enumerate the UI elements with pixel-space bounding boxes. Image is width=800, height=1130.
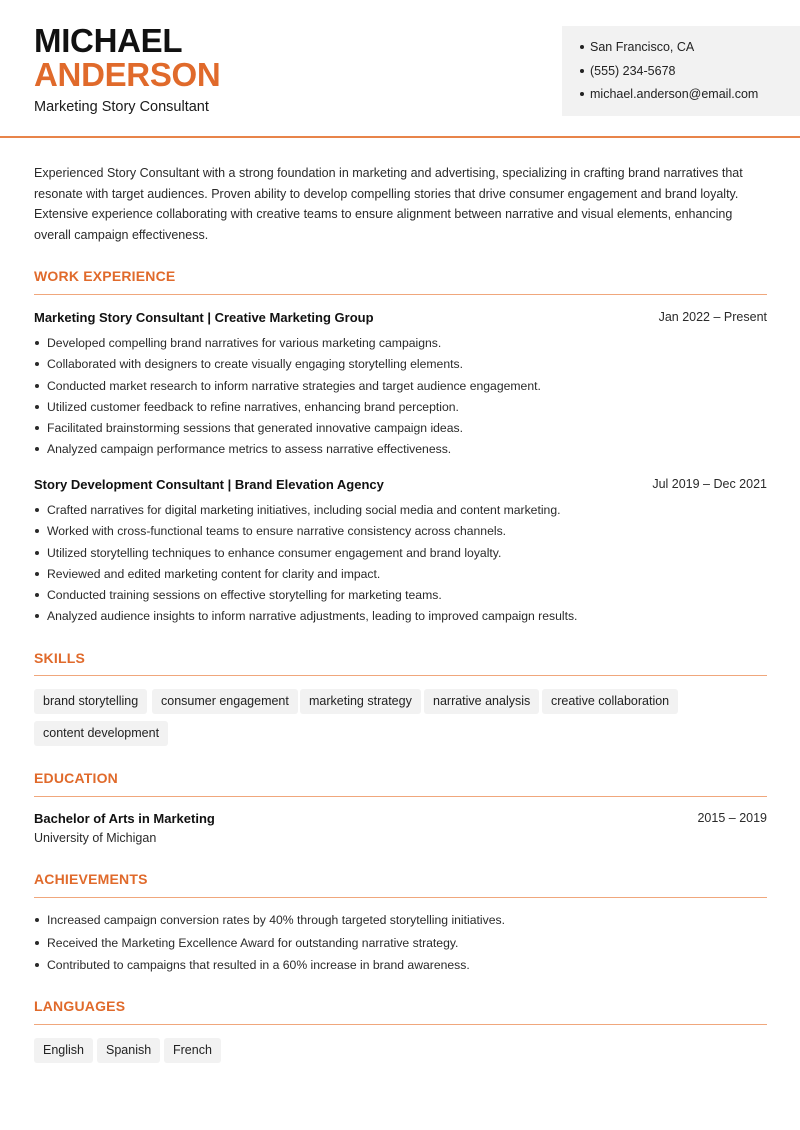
summary-paragraph: Experienced Story Consultant with a strong foundation in marketing and advertising, specializing in crafting brand narratives that resonate with target audiences. Proven ability to develop compelling stories that drive consumer engagement and brand loyalty. Extensive experience collaborating with creative teams to ensure alignment between narrative and visual elements, enhancing overall campaign effectiveness. [34, 166, 743, 242]
section-divider [34, 294, 767, 295]
language-tag: English [34, 1038, 93, 1063]
job-bullets-2 [34, 502, 767, 630]
skill-tag: narrative analysis [424, 689, 539, 714]
list-item: Reviewed and edited marketing content for clarity and impact. [34, 566, 767, 587]
resume-header [0, 0, 800, 138]
list-item: Conducted training sessions on effective storytelling for marketing teams. [34, 587, 767, 608]
job-header-1 [34, 310, 767, 325]
contact-location: San Francisco, CA [580, 38, 758, 62]
section-divider [34, 897, 767, 898]
education-years: 2015 – 2019 [697, 811, 767, 825]
contact-phone: (555) 234-5678 [580, 62, 758, 86]
section-title-skills: SKILLS [34, 650, 85, 666]
job-header-2 [34, 477, 767, 492]
language-tag: Spanish [97, 1038, 160, 1063]
skill-tag: creative collaboration [542, 689, 678, 714]
skill-tag: brand storytelling [34, 689, 147, 714]
section-title-work: WORK EXPERIENCE [34, 268, 176, 284]
job-role: Marketing Story Consultant | Creative Marketing Group [34, 310, 374, 325]
list-item: Analyzed campaign performance metrics to assess narrative effectiveness. [34, 441, 767, 462]
job-role: Story Development Consultant | Brand Elevation Agency [34, 477, 384, 492]
education-degree: Bachelor of Arts in Marketing [34, 811, 215, 826]
language-tag: French [164, 1038, 221, 1063]
job-dates: Jul 2019 – Dec 2021 [652, 477, 767, 491]
achievement-bullets [34, 912, 767, 980]
list-item: Increased campaign conversion rates by 40% through targeted storytelling initiatives. [34, 912, 767, 935]
skill-tag: consumer engagement [152, 689, 298, 714]
list-item: Analyzed audience insights to inform narrative adjustments, leading to improved campaign results. [34, 608, 767, 629]
education-school: University of Michigan [34, 831, 157, 845]
contact-email: michael.anderson@email.com [580, 85, 758, 109]
section-title-achievements: ACHIEVEMENTS [34, 871, 148, 887]
section-divider [34, 796, 767, 797]
last-name: ANDERSON [34, 56, 221, 93]
list-item: Developed compelling brand narratives for various marketing campaigns. [34, 335, 767, 356]
contact-box [562, 26, 800, 116]
job-bullets-1 [34, 335, 767, 463]
list-item: Conducted market research to inform narrative strategies and target audience engagement. [34, 378, 767, 399]
section-divider [34, 675, 767, 676]
list-item: Utilized customer feedback to refine narratives, enhancing brand perception. [34, 399, 767, 420]
job-dates: Jan 2022 – Present [658, 310, 767, 324]
section-title-languages: LANGUAGES [34, 998, 126, 1014]
list-item: Collaborated with designers to create visually engaging storytelling elements. [34, 356, 767, 377]
list-item: Utilized storytelling techniques to enhance consumer engagement and brand loyalty. [34, 545, 767, 566]
job-title: Marketing Story Consultant [34, 99, 209, 115]
list-item: Worked with cross-functional teams to ensure narrative consistency across channels. [34, 523, 767, 544]
section-title-education: EDUCATION [34, 770, 118, 786]
first-name: MICHAEL [34, 22, 183, 59]
skill-tag: marketing strategy [300, 689, 421, 714]
section-divider [34, 1024, 767, 1025]
list-item: Crafted narratives for digital marketing initiatives, including social media and content marketing. [34, 502, 767, 523]
list-item: Facilitated brainstorming sessions that generated innovative campaign ideas. [34, 420, 767, 441]
list-item: Contributed to campaigns that resulted in a 60% increase in brand awareness. [34, 957, 767, 980]
list-item: Received the Marketing Excellence Award for outstanding narrative strategy. [34, 935, 767, 958]
candidate-name [34, 24, 220, 92]
skill-tag: content development [34, 721, 168, 746]
